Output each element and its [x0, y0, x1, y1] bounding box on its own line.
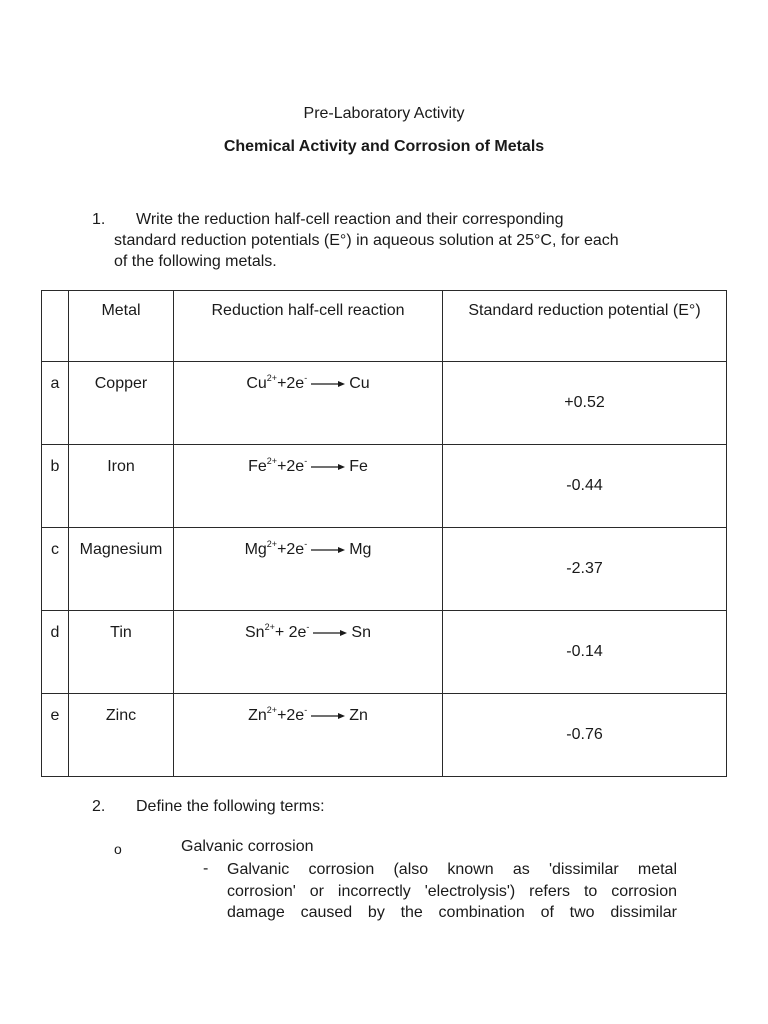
table-row: [42, 445, 727, 528]
table-header-metal: Metal: [69, 291, 174, 362]
electron-charge: -: [304, 373, 308, 384]
row-letter: b: [42, 445, 69, 528]
electrons: + 2e: [274, 624, 307, 642]
half-cell-reaction: [174, 694, 443, 777]
standard-potential: -2.37: [443, 528, 727, 611]
table-row: [42, 362, 727, 445]
definition-line: Galvanic corrosion (also known as 'dissimilar metal: [227, 861, 677, 878]
electrons: +2e: [277, 458, 305, 476]
electron-charge: -: [304, 705, 308, 716]
reaction-arrow-icon: [313, 624, 347, 642]
table-row: [42, 528, 727, 611]
half-cell-reaction: [174, 445, 443, 528]
reaction-product: Mg: [349, 541, 372, 559]
ion-charge: 2+: [266, 456, 278, 467]
half-cell-reaction: [174, 611, 443, 694]
reaction-product: Cu: [349, 375, 370, 393]
metal-name: Iron: [69, 445, 174, 528]
electron-charge: -: [304, 539, 308, 550]
reduction-potentials-table: [41, 290, 727, 777]
row-letter: c: [42, 528, 69, 611]
row-letter: a: [42, 362, 69, 445]
reaction-arrow-icon: [311, 707, 345, 725]
table-header-potential: Standard reduction potential (E°): [443, 291, 727, 362]
table-row: [42, 694, 727, 777]
page-title: Chemical Activity and Corrosion of Metals: [223, 138, 545, 155]
reaction-arrow-icon: [311, 375, 345, 393]
half-cell-reaction: [174, 528, 443, 611]
table-row: [42, 611, 727, 694]
definition-text: [227, 859, 677, 924]
table-header-letter: [42, 291, 69, 362]
reactant-ion: Mg: [244, 541, 267, 559]
electron-charge: -: [306, 622, 310, 633]
term-galvanic-corrosion: Galvanic corrosion: [181, 838, 314, 855]
row-letter: e: [42, 694, 69, 777]
question-1-line: of the following metals.: [114, 253, 277, 270]
standard-potential: +0.52: [443, 362, 727, 445]
question-1-line: standard reduction potentials (E°) in aqueous solution at 25°C, for each: [114, 232, 619, 249]
reaction-arrow-icon: [311, 541, 345, 559]
question-2-text: Define the following terms:: [136, 798, 325, 815]
definition-line: corrosion' or incorrectly 'electrolysis') refers to corrosion: [227, 882, 677, 900]
reactant-ion: Zn: [248, 707, 267, 725]
ion-charge: 2+: [264, 622, 275, 633]
standard-potential: -0.76: [443, 694, 727, 777]
electron-charge: -: [304, 456, 308, 467]
reactant-ion: Fe: [248, 458, 267, 476]
table-header-row: [42, 291, 727, 362]
metal-name: Copper: [69, 362, 174, 445]
definition-line: damage caused by the combination of two dissimilar: [227, 904, 677, 921]
reaction-product: Fe: [349, 458, 368, 476]
question-2-number: 2.: [92, 798, 106, 815]
half-cell-reaction: [174, 362, 443, 445]
metal-name: Zinc: [69, 694, 174, 777]
reaction-arrow-icon: [311, 458, 345, 476]
electrons: +2e: [277, 541, 305, 559]
reaction-product: Zn: [349, 707, 368, 725]
table-header-reaction: Reduction half-cell reaction: [174, 291, 443, 362]
reactant-ion: Sn: [244, 624, 265, 642]
dash-marker: -: [203, 860, 209, 877]
standard-potential: -0.44: [443, 445, 727, 528]
electrons: +2e: [277, 707, 305, 725]
ion-charge: 2+: [266, 539, 278, 550]
ion-charge: 2+: [266, 705, 278, 716]
standard-potential: -0.14: [443, 611, 727, 694]
bullet-marker: o: [114, 841, 122, 857]
row-letter: d: [42, 611, 69, 694]
metal-name: Tin: [69, 611, 174, 694]
reaction-product: Sn: [351, 624, 371, 642]
reactant-ion: Cu: [246, 375, 267, 393]
metal-name: Magnesium: [69, 528, 174, 611]
electrons: +2e: [277, 375, 305, 393]
question-1-line: Write the reduction half-cell reaction and their corresponding: [136, 211, 564, 228]
question-1-number: 1.: [92, 211, 106, 228]
ion-charge: 2+: [266, 373, 278, 384]
page-subtitle: Pre-Laboratory Activity: [303, 105, 465, 122]
